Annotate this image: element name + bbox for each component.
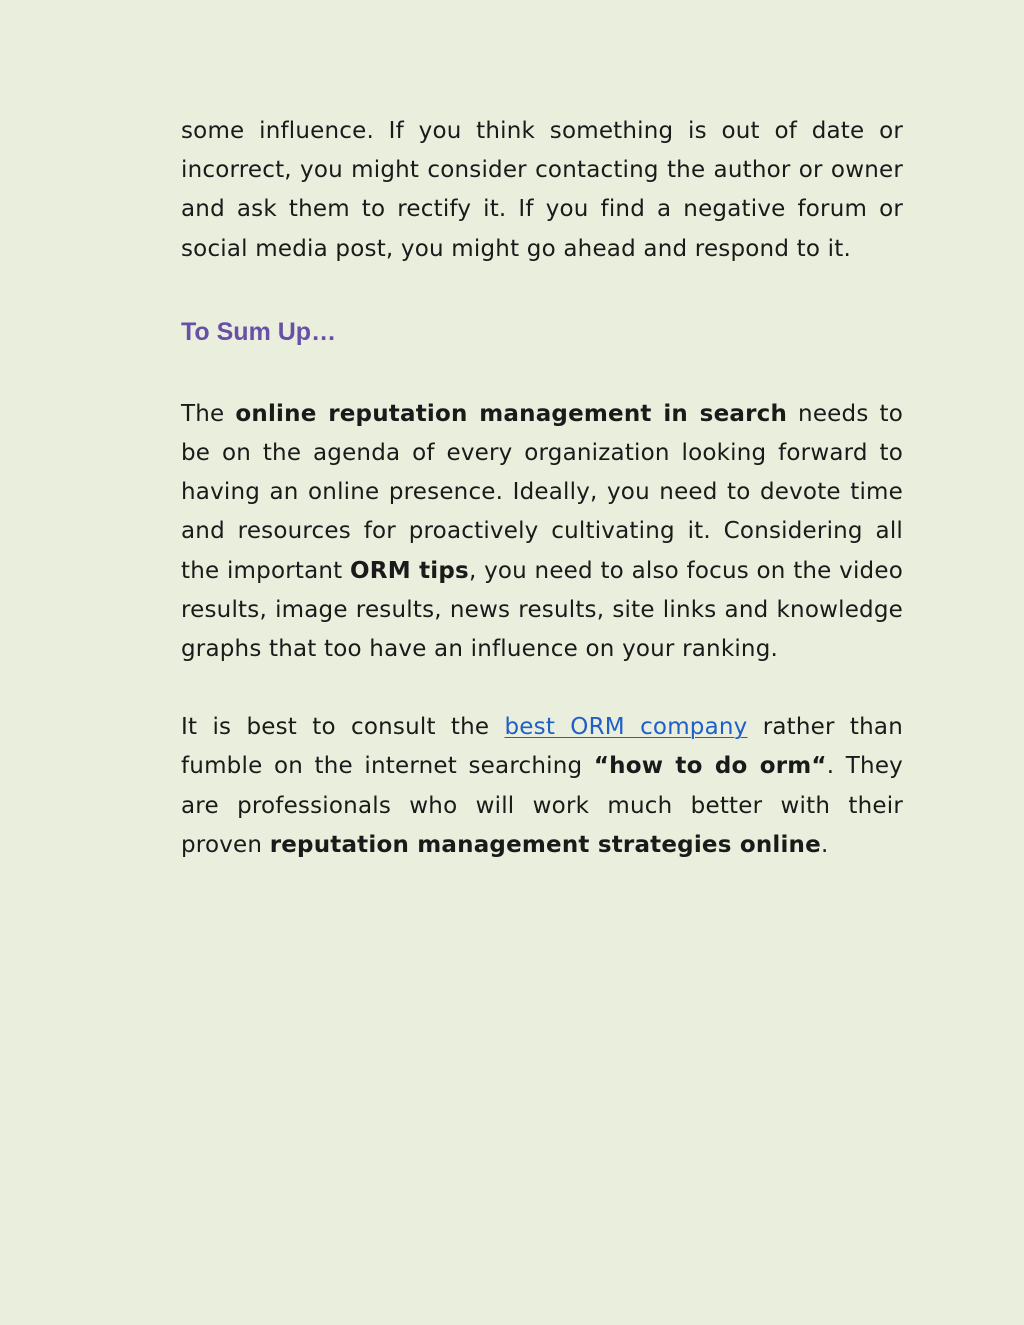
summary-text-3: , you need to also focus on the video results, image results, news results, site links and knowledge graphs that too have an influence on your ranking.: [181, 557, 903, 663]
summary-text-2: needs to be on the agenda of every organization looking forward to having an online presence. Ideally, you need to devote time and resources for proactively cultivating it. Considering all the important: [181, 400, 903, 584]
summary-paragraph: [181, 395, 903, 669]
consult-text-3: . They are professionals who will work much better with their proven: [181, 753, 903, 858]
consult-bold-query: “how to do orm“: [593, 753, 827, 780]
summary-bold-orm-tips: ORM tips: [350, 557, 469, 584]
consult-bold-strategies: reputation management strategies online: [269, 831, 821, 858]
intro-paragraph: some influence. If you think something is out of date or incorrect, you might consider contacting the author or owner and ask them to rectify it. If you find a negative forum or social media post, you might go ahead and respond to it.: [181, 118, 903, 262]
consult-text-1: It is best to consult the: [181, 714, 505, 741]
consult-paragraph: [181, 708, 903, 865]
consult-text-4: .: [820, 831, 829, 858]
section-heading: To Sum Up…: [181, 317, 337, 346]
document-page: [181, 112, 903, 865]
summary-bold-orm-search: online reputation management in search: [235, 400, 788, 427]
summary-text-1: The: [181, 400, 236, 427]
best-orm-company-link[interactable]: best ORM company: [504, 714, 748, 741]
consult-text-2: rather than fumble on the internet searching: [181, 714, 903, 780]
